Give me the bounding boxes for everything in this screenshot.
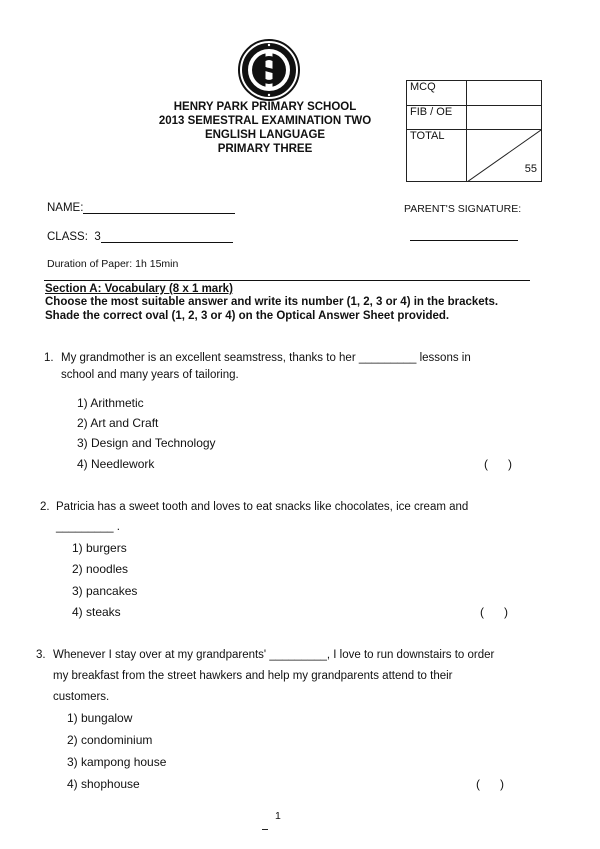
question-3-number: 3. bbox=[36, 649, 46, 661]
fib-score-cell bbox=[467, 106, 542, 130]
question-1-number: 1. bbox=[44, 352, 54, 364]
mcq-score-cell bbox=[467, 81, 542, 106]
question-3-line-1: Whenever I stay over at my grandparents' _________, I love to run downstairs to order bbox=[53, 649, 495, 661]
question-2-option-4[interactable]: 4) steaks bbox=[72, 605, 121, 619]
question-2-answer-bracket[interactable]: ( ) bbox=[480, 605, 508, 619]
question-3-line-3: customers. bbox=[53, 691, 110, 703]
section-instruction-1: Choose the most suitable answer and write its number (1, 2, 3 or 4) in the brackets. bbox=[45, 296, 499, 308]
question-1-option-4[interactable]: 4) Needlework bbox=[77, 457, 155, 471]
class-label: CLASS: bbox=[47, 231, 88, 243]
class-blank[interactable] bbox=[101, 230, 233, 243]
question-1-option-3[interactable]: 3) Design and Technology bbox=[77, 436, 216, 450]
total-marks: 55 bbox=[524, 163, 537, 175]
footer-mark bbox=[262, 829, 268, 830]
total-score-cell bbox=[467, 130, 542, 182]
question-1-line-2: school and many years of tailoring. bbox=[61, 369, 239, 381]
exam-title: 2013 SEMESTRAL EXAMINATION TWO bbox=[158, 115, 372, 127]
fib-label: FIB / OE bbox=[407, 106, 467, 130]
question-3-option-4[interactable]: 4) shophouse bbox=[67, 777, 140, 791]
name-label: NAME: bbox=[47, 202, 84, 214]
question-3-option-1[interactable]: 1) bungalow bbox=[67, 711, 133, 725]
question-1-option-1[interactable]: 1) Arithmetic bbox=[77, 396, 144, 410]
question-1-answer-bracket[interactable]: ( ) bbox=[484, 457, 512, 471]
section-instruction-2: Shade the correct oval (1, 2, 3 or 4) on the Optical Answer Sheet provided. bbox=[45, 310, 450, 322]
question-1-option-2[interactable]: 2) Art and Craft bbox=[77, 416, 159, 430]
parent-signature-label: PARENT'S SIGNATURE: bbox=[404, 203, 522, 215]
question-2-option-2[interactable]: 2) noodles bbox=[72, 562, 129, 576]
class-value: 3 bbox=[94, 231, 101, 243]
section-title: Section A: Vocabulary (8 x 1 mark) bbox=[45, 283, 233, 295]
question-3-option-3[interactable]: 3) kampong house bbox=[67, 755, 167, 769]
subject-title: ENGLISH LANGUAGE bbox=[204, 129, 326, 141]
school-name: HENRY PARK PRIMARY SCHOOL bbox=[173, 101, 357, 113]
question-2-option-3[interactable]: 3) pancakes bbox=[72, 584, 138, 598]
question-2-option-1[interactable]: 1) burgers bbox=[72, 541, 127, 555]
level-title: PRIMARY THREE bbox=[217, 143, 313, 155]
question-1-line-1: My grandmother is an excellent seamstress, thanks to her _________ lessons in bbox=[61, 352, 471, 364]
question-3-line-2: my breakfast from the street hawkers and help my grandparents attend to their bbox=[53, 670, 453, 682]
duration-text: Duration of Paper: 1h 15min bbox=[47, 258, 179, 270]
section-divider bbox=[44, 280, 530, 281]
name-blank[interactable] bbox=[83, 201, 235, 214]
question-2-number: 2. bbox=[40, 501, 50, 513]
total-label: TOTAL bbox=[407, 130, 467, 182]
question-2-line-1: Patricia has a sweet tooth and loves to eat snacks like chocolates, ice cream and bbox=[56, 501, 469, 513]
parent-signature-blank[interactable] bbox=[410, 228, 518, 241]
class-field bbox=[47, 230, 233, 243]
page-number: 1 bbox=[275, 810, 281, 822]
score-box bbox=[406, 80, 542, 182]
question-3-answer-bracket[interactable]: ( ) bbox=[476, 777, 504, 791]
question-2-line-2: _________ . bbox=[56, 521, 120, 533]
name-field bbox=[47, 201, 235, 214]
school-logo bbox=[237, 38, 301, 102]
question-3-option-2[interactable]: 2) condominium bbox=[67, 733, 153, 747]
mcq-label: MCQ bbox=[407, 81, 467, 106]
